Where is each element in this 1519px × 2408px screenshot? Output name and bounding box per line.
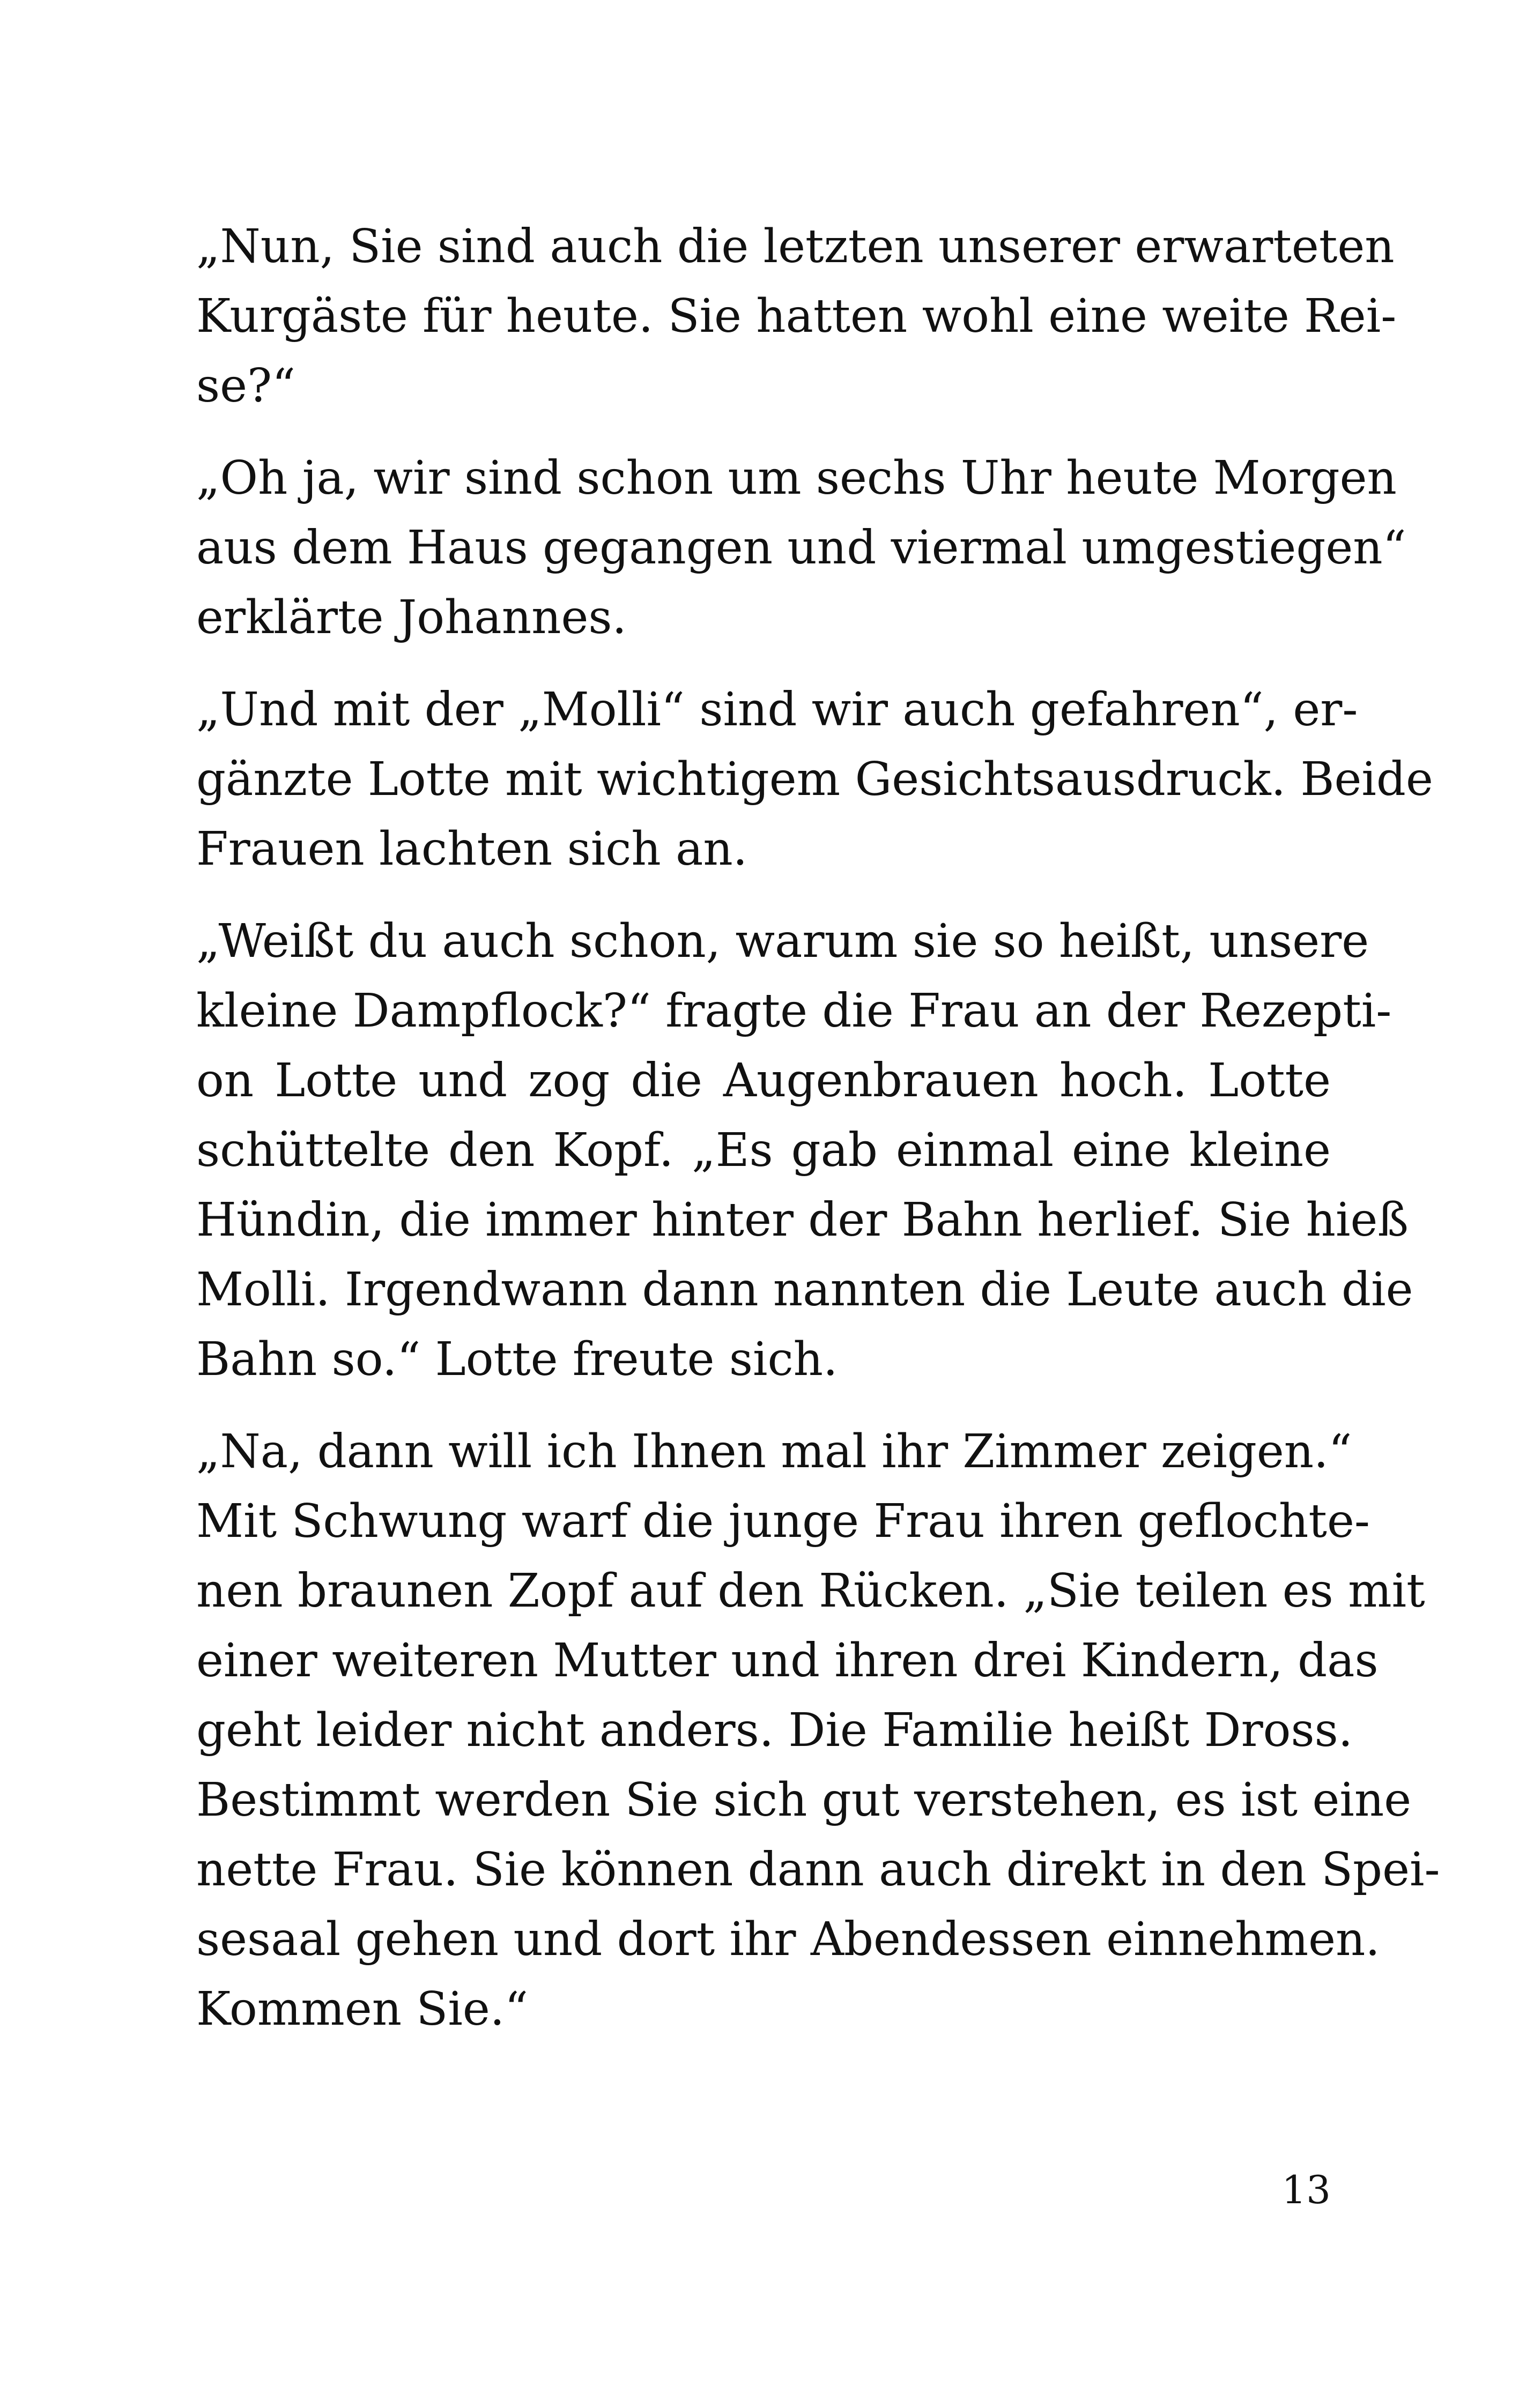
text-line: Hündin, die immer hinter der Bahn herlief. Sie hieß (196, 1193, 1409, 1247)
text-line: schüttelte den Kopf. „Es gab einmal eine kleine (196, 1124, 1331, 1177)
text-line: Mit Schwung warf die junge Frau ihren geflochte- (196, 1495, 1370, 1548)
text-line: einer weiteren Mutter und ihren drei Kindern, das (196, 1634, 1379, 1688)
paragraph-4 (196, 906, 1413, 1394)
page-number: 13 (1281, 2167, 1331, 2212)
paragraph-3 (196, 675, 1433, 884)
text-line: kleine Dampflock?“ fragte die Frau an der Rezepti- (196, 984, 1392, 1038)
body-text (196, 212, 1440, 2067)
text-line: se?“ (196, 359, 296, 413)
text-line: aus dem Haus gegangen und viermal umgestiegen“ (196, 521, 1406, 575)
text-line: „Oh ja, wir sind schon um sechs Uhr heute Morgen (196, 451, 1397, 505)
text-line: geht leider nicht anders. Die Familie heißt Dross. (196, 1704, 1353, 1757)
text-line: nen braunen Zopf auf den Rücken. „Sie teilen es mit (196, 1564, 1425, 1618)
paragraph-5 (196, 1417, 1440, 2044)
text-line: „Nun, Sie sind auch die letzten unserer erwarteten (196, 220, 1395, 273)
text-line: nette Frau. Sie können dann auch direkt in den Spei- (196, 1843, 1440, 1897)
text-line: on Lotte und zog die Augenbrauen hoch. Lotte (196, 1054, 1331, 1108)
text-line: sesaal gehen und dort ihr Abendessen einnehmen. (196, 1913, 1380, 1966)
text-line: „Und mit der „Molli“ sind wir auch gefahren“, er- (196, 683, 1358, 737)
text-line: Kurgäste für heute. Sie hatten wohl eine weite Rei- (196, 289, 1397, 343)
text-line: Kommen Sie.“ (196, 1982, 529, 2036)
text-line: Bestimmt werden Sie sich gut verstehen, es ist eine (196, 1773, 1412, 1827)
text-line: erklärte Johannes. (196, 591, 627, 644)
text-line: Molli. Irgendwann dann nannten die Leute auch die (196, 1263, 1413, 1317)
paragraph-1 (196, 212, 1397, 421)
text-line: „Na, dann will ich Ihnen mal ihr Zimmer zeigen.“ (196, 1425, 1352, 1478)
text-line: gänzte Lotte mit wichtigem Gesichtsausdruck. Beide (196, 753, 1433, 806)
paragraph-2 (196, 443, 1406, 652)
text-line: Bahn so.“ Lotte freute sich. (196, 1333, 838, 1386)
text-line: Frauen lachten sich an. (196, 822, 748, 876)
text-line: „Weißt du auch schon, warum sie so heißt, unsere (196, 915, 1369, 968)
